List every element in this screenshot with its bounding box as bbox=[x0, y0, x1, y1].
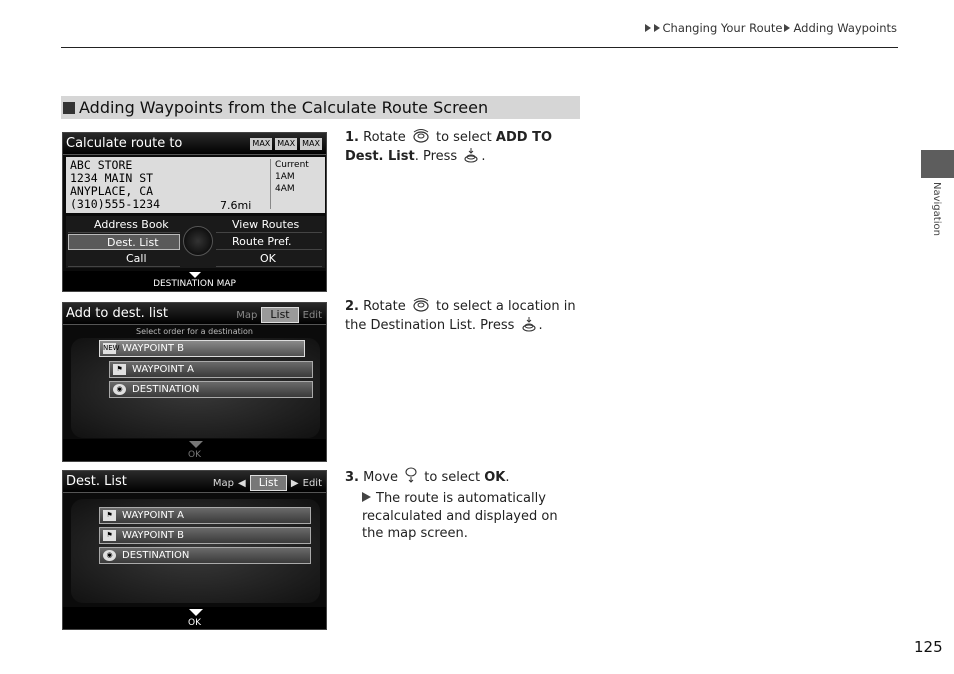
section-title: Adding Waypoints from the Calculate Route Screen bbox=[79, 98, 489, 117]
address-line: ANYPLACE, CA bbox=[70, 184, 154, 198]
dest-list-button[interactable]: Dest. List bbox=[68, 234, 180, 250]
down-arrow-icon bbox=[189, 441, 203, 448]
screen-title: Dest. List bbox=[66, 474, 127, 489]
breadcrumb-arrow-icon bbox=[784, 24, 790, 32]
breadcrumb-item[interactable]: Changing Your Route bbox=[662, 21, 783, 35]
view-tabs bbox=[236, 307, 322, 323]
list-item[interactable]: ⚑ WAYPOINT A bbox=[99, 507, 311, 524]
screen-title: Add to dest. list bbox=[66, 306, 168, 321]
selector-knob-icon bbox=[183, 226, 213, 256]
ok-button[interactable]: OK bbox=[216, 251, 322, 267]
interface-dial-rotate-icon bbox=[412, 128, 430, 144]
phone-line: (310)555-1234 bbox=[70, 197, 161, 211]
destination-map-label: DESTINATION MAP bbox=[153, 279, 236, 289]
interface-dial-press-icon bbox=[521, 316, 537, 332]
interface-dial-press-icon bbox=[463, 147, 479, 163]
breadcrumb-item[interactable]: Adding Waypoints bbox=[793, 21, 897, 35]
tab-edit[interactable]: Edit bbox=[302, 477, 322, 489]
header-rule bbox=[61, 47, 898, 48]
max-label: MAX bbox=[277, 139, 296, 148]
ok-label: OK bbox=[188, 450, 201, 460]
screenshot-calculate-route bbox=[62, 132, 327, 292]
address-book-button[interactable]: Address Book bbox=[68, 217, 180, 233]
tab-map[interactable]: Map bbox=[236, 309, 258, 321]
flag-icon: ⚑ bbox=[113, 364, 126, 375]
max-label: MAX bbox=[252, 139, 271, 148]
screenshot-dest-list bbox=[62, 470, 327, 630]
screenshot-add-to-dest-list bbox=[62, 302, 327, 462]
section-header bbox=[61, 96, 580, 119]
view-routes-button[interactable]: View Routes bbox=[216, 217, 322, 233]
max-label: MAX bbox=[302, 139, 320, 148]
ok-label: OK bbox=[188, 618, 201, 628]
breadcrumb-arrow-icon bbox=[645, 24, 651, 32]
destination-icon: ◉ bbox=[113, 384, 126, 395]
dest-list bbox=[71, 338, 320, 438]
chapter-tab[interactable] bbox=[921, 150, 954, 178]
destination-icon: ◉ bbox=[103, 550, 116, 561]
calc-route-menu bbox=[66, 216, 325, 268]
route-pref-button[interactable]: Route Pref. bbox=[216, 234, 322, 250]
ok-bar[interactable] bbox=[63, 439, 326, 461]
list-item[interactable]: ◉ DESTINATION bbox=[109, 381, 313, 398]
list-item[interactable]: ◉ DESTINATION bbox=[99, 547, 311, 564]
left-arrow-icon: ◀ bbox=[237, 477, 246, 489]
step-3: 3. Move to select OK. bbox=[345, 466, 580, 487]
destination-map-bar[interactable] bbox=[63, 271, 326, 291]
flag-icon: ⚑ bbox=[103, 510, 116, 521]
dest-list bbox=[71, 499, 320, 603]
address-line: ABC STORE bbox=[70, 158, 133, 172]
screen-titlebar bbox=[63, 133, 326, 155]
max-icons bbox=[250, 138, 322, 150]
list-item[interactable]: NEW WAYPOINT B bbox=[99, 340, 305, 357]
note-arrow-icon bbox=[362, 492, 371, 502]
ok-bar[interactable] bbox=[63, 607, 326, 629]
screen-titlebar bbox=[63, 303, 326, 325]
breadcrumb bbox=[645, 21, 898, 35]
distance: 7.6mi bbox=[220, 199, 252, 212]
time-column bbox=[270, 159, 324, 209]
tab-list[interactable]: List bbox=[250, 475, 287, 491]
time-current: Current bbox=[275, 160, 309, 170]
destination-info bbox=[66, 157, 325, 213]
down-arrow-icon bbox=[189, 609, 203, 616]
time-1am: 1AM bbox=[275, 172, 295, 182]
down-arrow-icon bbox=[189, 272, 201, 278]
step-3-note: The route is automatically recalculated and displayed on the map screen. bbox=[362, 491, 558, 541]
tab-edit[interactable]: Edit bbox=[302, 309, 322, 321]
tab-list[interactable]: List bbox=[261, 307, 298, 323]
flag-icon: ⚑ bbox=[103, 530, 116, 541]
step-2: 2. Rotate to select a location in the Destination List. Press . bbox=[345, 299, 576, 333]
list-item[interactable]: ⚑ WAYPOINT B bbox=[99, 527, 311, 544]
section-square-icon bbox=[63, 102, 75, 114]
time-4am: 4AM bbox=[275, 184, 295, 194]
interface-dial-move-down-icon bbox=[404, 466, 418, 484]
interface-dial-rotate-icon bbox=[412, 297, 430, 313]
call-button[interactable]: Call bbox=[68, 251, 180, 267]
new-icon: NEW bbox=[103, 344, 120, 352]
right-arrow-icon: ▶ bbox=[290, 477, 299, 489]
tab-map[interactable]: Map bbox=[212, 477, 234, 489]
screen-subtitle: Select order for a destination bbox=[136, 327, 253, 336]
page-number: 125 bbox=[914, 638, 943, 656]
screen-titlebar bbox=[63, 471, 326, 493]
breadcrumb-arrow-icon bbox=[654, 24, 660, 32]
address-line: 1234 MAIN ST bbox=[70, 171, 154, 185]
screen-title: Calculate route to bbox=[66, 136, 183, 151]
step-1: 1. Rotate to select ADD TO Dest. List. Press . bbox=[345, 130, 553, 164]
chapter-tab-label: Navigation bbox=[931, 182, 942, 236]
list-item[interactable]: ⚑ WAYPOINT A bbox=[109, 361, 313, 378]
view-tabs bbox=[213, 475, 322, 491]
